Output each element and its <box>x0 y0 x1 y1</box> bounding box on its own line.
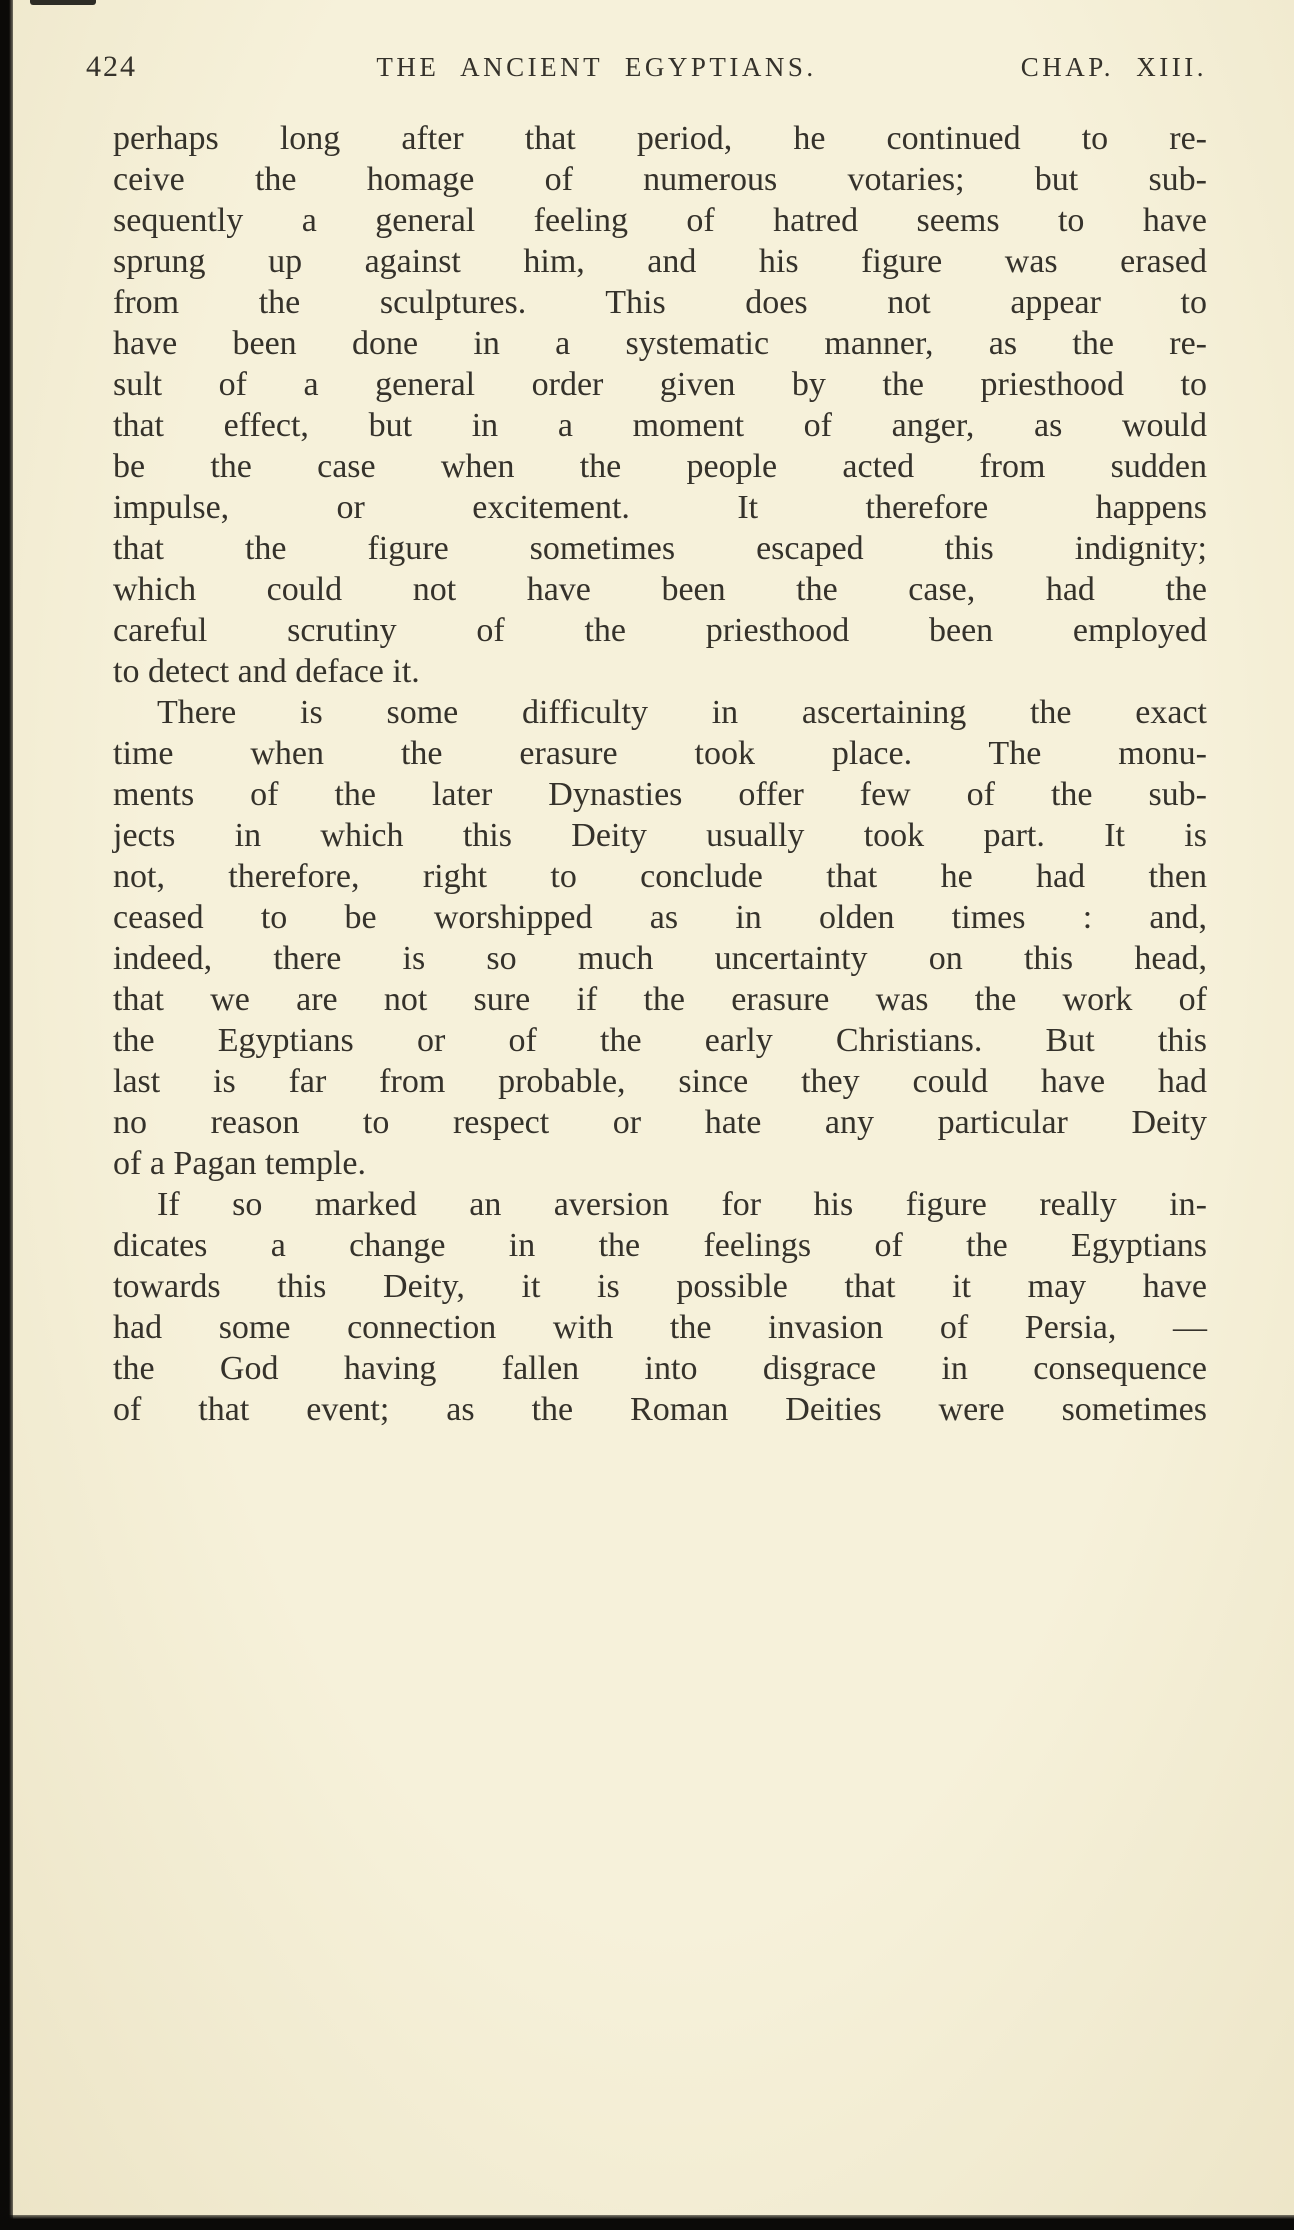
text-line: ceased to be worshipped as in olden times : and, <box>113 899 1207 936</box>
scan-edge-bottom <box>0 2215 1294 2230</box>
text-line: jects in which this Deity usually took part. It is <box>113 817 1207 854</box>
page-header <box>86 50 1207 84</box>
text-line: There is some difficulty in ascertaining the exact <box>157 694 1207 731</box>
text-line: of a Pagan temple. <box>113 1145 367 1182</box>
text-line: ments of the later Dynasties offer few of the sub- <box>113 776 1207 813</box>
text-line: sequently a general feeling of hatred seems to have <box>113 202 1207 239</box>
page-number: 424 <box>86 50 137 83</box>
text-line: that we are not sure if the erasure was the work of <box>113 981 1207 1018</box>
text-line: the God having fallen into disgrace in consequence <box>113 1350 1207 1387</box>
text-line: towards this Deity, it is possible that it may have <box>113 1268 1207 1305</box>
text-line: ceive the homage of numerous votaries; but sub- <box>113 161 1207 198</box>
text-line: If so marked an aversion for his figure really in- <box>157 1186 1207 1223</box>
text-line: the Egyptians or of the early Christians. But this <box>113 1022 1207 1059</box>
chapter-label: CHAP. XIII. <box>1020 52 1207 82</box>
page-content <box>86 0 1207 1430</box>
text-line: which could not have been the case, had the <box>113 571 1207 608</box>
text-line: indeed, there is so much uncertainty on this head, <box>113 940 1207 977</box>
text-line: have been done in a systematic manner, as the re- <box>113 325 1207 362</box>
text-line: be the case when the people acted from sudden <box>113 448 1207 485</box>
text-line: perhaps long after that period, he continued to re- <box>113 120 1207 157</box>
running-title: THE ANCIENT EGYPTIANS. <box>376 52 817 82</box>
text-line: last is far from probable, since they could have had <box>113 1063 1207 1100</box>
text-line: that the figure sometimes escaped this indignity; <box>113 530 1207 567</box>
text-line: dicates a change in the feelings of the Egyptians <box>113 1227 1207 1264</box>
text-line: sult of a general order given by the priesthood to <box>113 366 1207 403</box>
text-line: to detect and deface it. <box>113 653 420 690</box>
text-line: of that event; as the Roman Deities were sometimes <box>113 1391 1207 1428</box>
text-line: no reason to respect or hate any particular Deity <box>113 1104 1207 1141</box>
text-line: from the sculptures. This does not appear to <box>113 284 1207 321</box>
text-line: sprung up against him, and his figure was erased <box>113 243 1207 280</box>
text-line: impulse, or excitement. It therefore happens <box>113 489 1207 526</box>
text-line: that effect, but in a moment of anger, as would <box>113 407 1207 444</box>
scan-edge-left <box>0 0 13 2230</box>
text-line: had some connection with the invasion of Persia, — <box>113 1309 1207 1346</box>
text-line: time when the erasure took place. The monu- <box>113 735 1207 772</box>
text-line: careful scrutiny of the priesthood been employed <box>113 612 1207 649</box>
text-line: not, therefore, right to conclude that he had then <box>113 858 1207 895</box>
text-block <box>113 118 1207 1430</box>
